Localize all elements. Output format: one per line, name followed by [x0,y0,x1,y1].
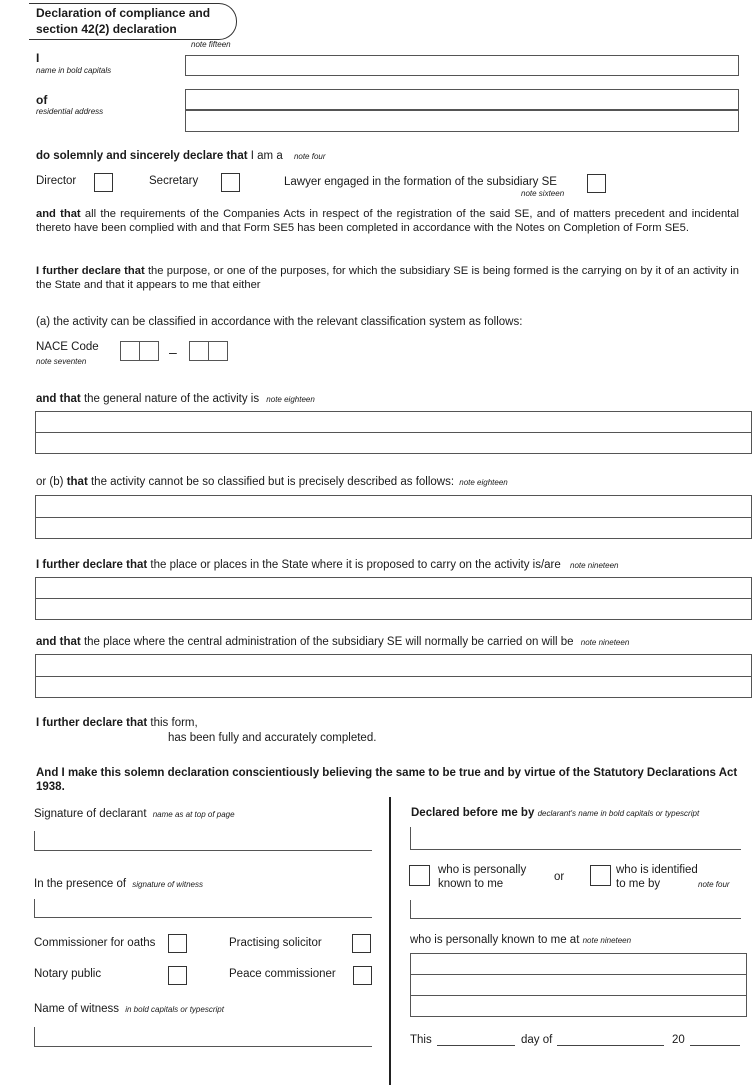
identified-checkbox[interactable] [590,865,611,886]
solicitor-checkbox[interactable] [352,934,371,953]
name-sublabel: name in bold capitals [36,66,112,75]
name-input[interactable] [185,55,739,76]
form-complete-line2: has been fully and accurately completed. [168,732,377,744]
name-label: I [36,51,40,65]
lawyer-label: Lawyer engaged in the formation of the subsidiary SE [284,176,557,188]
commissioner-checkbox[interactable] [168,934,187,953]
declared-before-field[interactable] [410,827,741,850]
title-note: note fifteen [191,40,231,49]
form-complete-line1: I further declare that this form, [36,717,198,729]
places-input-2[interactable] [35,598,752,620]
notary-label: Notary public [34,968,102,980]
day-of-label: day of [521,1034,553,1046]
description-input-2[interactable] [35,517,752,539]
nace-dash: – [169,344,177,360]
central-admin-label: and that the place where the central administration of the subsidiary SE will normally be carried on will be note nineteen [36,636,630,648]
nace-note: note seventen [36,357,87,366]
central-admin-input-1[interactable] [35,654,752,677]
notary-checkbox[interactable] [168,966,187,985]
known-at-input-3[interactable] [410,995,747,1017]
known-at-input-2[interactable] [410,974,747,996]
known-at-input-1[interactable] [410,953,747,975]
secretary-checkbox[interactable] [221,173,240,192]
solicitor-label: Practising solicitor [229,937,322,949]
address-sublabel: residential address [36,107,104,116]
this-label: This [410,1034,432,1046]
month-field[interactable] [557,1033,664,1046]
central-admin-input-2[interactable] [35,676,752,698]
year-prefix-label: 20 [672,1034,685,1046]
general-nature-label: and that the general nature of the activity is note eighteen [36,393,315,405]
secretary-label: Secretary [149,175,199,187]
witness-name-label: Name of witness in bold capitals or typescript [34,1003,224,1015]
presence-label: In the presence of signature of witness [34,878,203,890]
solemn-declaration: And I make this solemn declaration conscientiously believing the same to be true and by virtue of the Statutory Declarations Act 1938. [36,767,738,793]
option-a-text: (a) the activity can be classified in accordance with the relevant classification system as follows: [36,316,523,328]
compliance-paragraph: and that all the requirements of the Companies Acts in respect of the registration of the said SE, and of matters precedent and incidental thereto have been complied with and that Form SE5 has been completed in accordance with the Notes on Completion of Form SE5. [36,208,739,234]
witness-name-field[interactable] [34,1027,372,1047]
nace-digit-2[interactable] [139,341,159,361]
director-checkbox[interactable] [94,173,113,192]
general-nature-input-2[interactable] [35,432,752,454]
identified-label: who is identified to me by [616,864,698,890]
personally-known-checkbox[interactable] [409,865,430,886]
peace-checkbox[interactable] [353,966,372,985]
places-input-1[interactable] [35,577,752,599]
signature-declarant-label: Signature of declarant name as at top of page [34,808,235,820]
this-day-field[interactable] [437,1033,515,1046]
nace-digit-3[interactable] [189,341,209,361]
nace-label: NACE Code [36,341,99,353]
year-field[interactable] [690,1033,740,1046]
lawyer-checkbox[interactable] [587,174,606,193]
option-b-label: or (b) that the activity cannot be so classified but is precisely described as follows: note eighteen [36,476,508,488]
nace-digit-4[interactable] [208,341,228,361]
address-input-line2[interactable] [185,110,739,132]
form-title: Declaration of compliance and section 42(2) declaration [36,6,211,36]
known-at-label: who is personally known to me at note nineteen [410,934,632,946]
purpose-paragraph: I further declare that the purpose, or one of the purposes, for which the subsidiary SE is being formed is the carrying on by it of an activity in the State and that it appears to me that either [36,265,739,291]
director-label: Director [36,175,77,187]
witness-signature-field[interactable] [34,899,372,918]
column-divider [389,797,391,1085]
places-label: I further declare that the place or places in the State where it is proposed to carry on the activity is/are note nineteen [36,559,619,571]
general-nature-input-1[interactable] [35,411,752,433]
address-input-line1[interactable] [185,89,739,110]
peace-label: Peace commissioner [229,968,336,980]
identified-note: note four [698,880,730,889]
lawyer-note: note sixteen [521,189,565,198]
commissioner-label: Commissioner for oaths [34,937,156,949]
description-input-1[interactable] [35,495,752,518]
identified-by-field[interactable] [410,900,741,919]
or-label: or [554,871,565,883]
address-label: of [36,93,48,107]
signature-declarant-field[interactable] [34,831,372,851]
personally-known-label: who is personally known to me [438,864,527,890]
nace-digit-1[interactable] [120,341,140,361]
declared-before-label: Declared before me by declarant's name in bold capitals or typescript [411,807,700,819]
declare-line: do solemnly and sincerely declare that I am a note four [36,150,326,162]
